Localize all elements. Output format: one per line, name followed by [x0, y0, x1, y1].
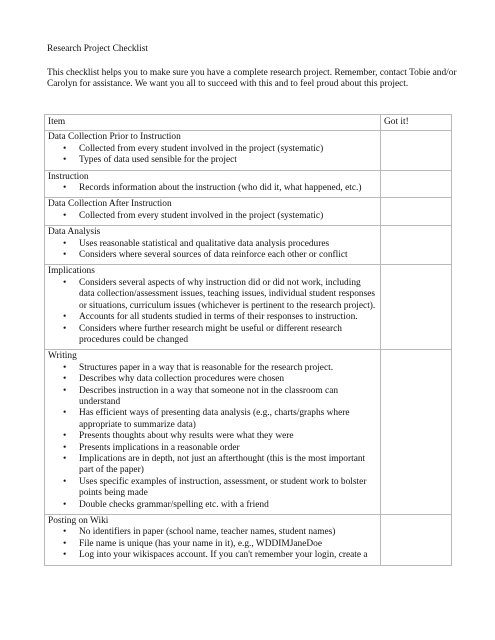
intro-paragraph: This checklist helps you to make sure you have a complete research project. Remember, contact Tobie and/or Carolyn for assistance. We want you all to succeed with this and to feel proud about this project.	[47, 68, 457, 90]
checklist-table	[44, 114, 452, 566]
checklist-item: • Considers where several sources of data reinforce each other or conflict	[79, 250, 377, 261]
checklist-section-row	[45, 226, 452, 265]
checklist-item: • Uses reasonable statistical and qualitative data analysis procedures	[79, 239, 377, 250]
section-item-cell	[45, 265, 381, 350]
section-title: Posting on Wiki	[48, 516, 109, 526]
section-title: Data Collection Prior to Instruction	[48, 132, 181, 143]
section-item-cell	[45, 226, 381, 265]
section-item-cell	[45, 350, 381, 515]
checklist-item: • Considers where further research might be useful or different research procedures could be changed	[79, 324, 377, 347]
checklist-section-row	[45, 350, 452, 515]
section-title: Data Collection After Instruction	[48, 199, 172, 210]
checklist-item: • Collected from every student involved in the project (systematic)	[79, 144, 377, 155]
section-item-list	[48, 239, 377, 262]
checklist-item: • Collected from every student involved in the project (systematic)	[79, 211, 377, 222]
section-title: Implications	[48, 266, 95, 277]
section-item-list	[48, 144, 377, 167]
got-it-checkbox-cell[interactable]	[381, 226, 452, 265]
checklist-item: • Presents thoughts about why results were what they were	[79, 431, 377, 442]
checklist-section-row	[45, 198, 452, 226]
section-item-list	[48, 527, 377, 561]
checklist-item: • Describes instruction in a way that someone not in the classroom can understand	[79, 386, 377, 409]
checklist-item: • No identifiers in paper (school name, teacher names, student names)	[79, 527, 377, 538]
checklist-item: • Implications are in depth, not just an afterthought (this is the most important part of the paper)	[79, 454, 377, 477]
checklist-section-row	[45, 515, 452, 566]
checklist-item: • Has efficient ways of presenting data analysis (e.g., charts/graphs where appropriate to summarize data)	[79, 408, 377, 431]
checklist-item: • Double checks grammar/spelling etc. with a friend	[79, 500, 377, 511]
checklist-item: • Records information about the instruction (who did it, what happened, etc.)	[79, 183, 377, 194]
checklist-section-row	[45, 265, 452, 350]
section-item-cell	[45, 515, 381, 566]
checklist-item: • Structures paper in a way that is reasonable for the research project.	[79, 363, 377, 374]
checklist-item: • Presents implications in a reasonable order	[79, 443, 377, 454]
checklist-item: • Accounts for all students studied in terms of their responses to instruction.	[79, 312, 377, 323]
got-it-checkbox-cell[interactable]	[381, 265, 452, 350]
section-item-cell	[45, 170, 381, 198]
item-column-header: Item	[45, 115, 381, 131]
checklist-item: • Uses specific examples of instruction, assessment, or student work to bolster points being made	[79, 477, 377, 500]
page-title: Research Project Checklist	[47, 44, 149, 54]
section-item-list	[48, 211, 377, 222]
table-header-row	[45, 115, 452, 131]
section-item-cell	[45, 198, 381, 226]
checklist-item: • Describes why data collection procedures were chosen	[79, 374, 377, 385]
got-it-checkbox-cell[interactable]	[381, 131, 452, 170]
checklist-section-row	[45, 170, 452, 198]
got-it-checkbox-cell[interactable]	[381, 170, 452, 198]
checklist-item: • Log into your wikispaces account. If you can't remember your login, create a	[79, 550, 377, 561]
checklist-item: • Considers several aspects of why instruction did or did not work, including data collection/assessment issues, teaching issues, individual student responses or situations, curriculum issues (whichever is pertinent to the research project).	[79, 278, 377, 312]
section-item-list	[48, 278, 377, 346]
section-item-list	[48, 183, 377, 194]
checklist-item: • File name is unique (has your name in it), e.g., WDDIMJaneDoe	[79, 539, 377, 550]
section-title: Writing	[48, 351, 77, 362]
section-title: Instruction	[48, 171, 89, 182]
checklist-item: • Types of data used sensible for the project	[79, 155, 377, 166]
section-title: Data Analysis	[48, 227, 101, 238]
got-it-checkbox-cell[interactable]	[381, 350, 452, 515]
got-it-checkbox-cell[interactable]	[381, 515, 452, 566]
section-item-list	[48, 363, 377, 511]
section-item-cell	[45, 131, 381, 170]
checklist-section-row	[45, 131, 452, 170]
got-it-column-header: Got it!	[381, 115, 452, 131]
got-it-checkbox-cell[interactable]	[381, 198, 452, 226]
